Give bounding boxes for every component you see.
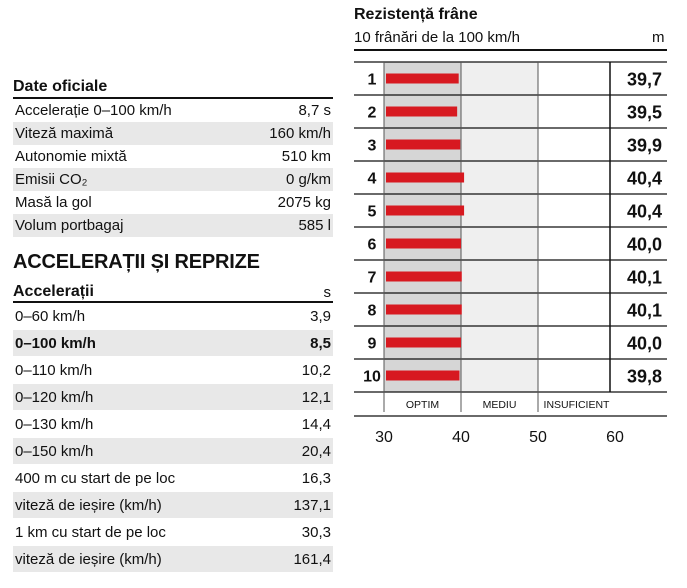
acceleration-row-value: 16,3 xyxy=(301,469,331,487)
official-row-value: 2075 kg xyxy=(277,194,331,211)
acceleration-row xyxy=(13,519,333,546)
acceleration-header xyxy=(13,279,333,303)
value-label-4: 40,4 xyxy=(626,168,662,189)
x-tick-label-60: 60 xyxy=(606,429,624,445)
acceleration-row xyxy=(13,357,333,384)
category-label-5: 5 xyxy=(367,203,377,221)
acceleration-row-label: 400 m cu start de pe loc xyxy=(15,469,176,487)
bar-2 xyxy=(386,107,457,117)
value-label-1: 39,7 xyxy=(626,69,662,90)
acceleration-row-value: 30,3 xyxy=(301,523,331,541)
category-label-1: 1 xyxy=(367,71,377,89)
acceleration-row-value: 161,4 xyxy=(293,550,331,568)
acceleration-row xyxy=(13,384,333,411)
bar-5 xyxy=(386,206,464,216)
official-row-value: 585 l xyxy=(298,217,331,234)
braking-subtitle: 10 frânări de la 100 km/h xyxy=(354,29,520,46)
value-label-6: 40,0 xyxy=(626,234,662,255)
acceleration-row-label: 0–150 km/h xyxy=(15,442,94,460)
bar-6 xyxy=(386,239,461,249)
official-row-label: Accelerație 0–100 km/h xyxy=(15,102,172,119)
acceleration-row-value: 20,4 xyxy=(301,442,331,460)
value-label-2: 39,5 xyxy=(626,102,662,123)
x-tick-label-30: 30 xyxy=(375,429,393,445)
braking-unit: m xyxy=(652,29,665,46)
braking-title: Rezistență frâne xyxy=(354,6,478,23)
acceleration-row xyxy=(13,546,333,573)
acceleration-row xyxy=(13,438,333,465)
official-data-table xyxy=(13,99,333,237)
category-label-6: 6 xyxy=(367,236,377,254)
bar-4 xyxy=(386,173,464,183)
acceleration-row-label: 0–120 km/h xyxy=(15,388,94,406)
official-row-value: 510 km xyxy=(281,148,331,165)
official-row xyxy=(13,214,333,237)
bar-8 xyxy=(386,305,462,315)
category-label-4: 4 xyxy=(367,170,377,188)
category-label-3: 3 xyxy=(367,137,377,155)
acceleration-section-title: ACCELERAȚII ȘI REPRIZE xyxy=(13,251,260,273)
acceleration-row-value: 137,1 xyxy=(293,496,331,514)
value-label-8: 40,1 xyxy=(626,300,662,321)
official-row-label: Masă la gol xyxy=(15,194,92,211)
official-row xyxy=(13,191,333,214)
official-row xyxy=(13,99,333,122)
braking-chart xyxy=(354,60,667,445)
official-row-label: Autonomie mixtă xyxy=(15,148,127,165)
acceleration-row xyxy=(13,465,333,492)
category-label-2: 2 xyxy=(367,104,377,122)
acceleration-row-value: 10,2 xyxy=(301,361,331,379)
official-row-label: Volum portbagaj xyxy=(15,217,124,234)
bar-9 xyxy=(386,338,461,348)
acceleration-table xyxy=(13,303,333,573)
acceleration-header-unit: s xyxy=(323,284,331,301)
official-row xyxy=(13,122,333,145)
acceleration-row-label: viteză de ieșire (km/h) xyxy=(15,496,162,514)
official-row-label: Viteză maximă xyxy=(15,125,114,142)
bar-10 xyxy=(386,371,459,381)
acceleration-row-label: 0–60 km/h xyxy=(15,307,86,325)
acceleration-row-label: viteză de ieșire (km/h) xyxy=(15,550,162,568)
value-label-7: 40,1 xyxy=(626,267,662,288)
bar-7 xyxy=(386,272,462,282)
acceleration-row-value: 8,5 xyxy=(310,334,331,352)
category-label-9: 9 xyxy=(367,335,377,353)
value-label-5: 40,4 xyxy=(626,201,662,222)
official-row xyxy=(13,145,333,168)
acceleration-header-label: Accelerații xyxy=(13,283,94,300)
value-label-9: 40,0 xyxy=(626,333,662,354)
acceleration-row-value: 3,9 xyxy=(310,307,331,325)
braking-title-rule xyxy=(354,49,667,51)
official-row-label: Emisii CO₂ xyxy=(15,171,88,188)
value-label-3: 39,9 xyxy=(626,135,662,156)
acceleration-row-label: 0–130 km/h xyxy=(15,415,94,433)
value-label-10: 39,8 xyxy=(626,366,662,387)
category-label-8: 8 xyxy=(367,302,377,320)
official-row-value: 160 km/h xyxy=(269,125,331,142)
zone-label-optim: OPTIM xyxy=(405,399,440,411)
bar-3 xyxy=(386,140,460,150)
category-label-10: 10 xyxy=(363,368,381,386)
acceleration-row xyxy=(13,303,333,330)
official-data-title: Date oficiale xyxy=(13,78,333,99)
x-tick-label-50: 50 xyxy=(529,429,547,445)
official-row xyxy=(13,168,333,191)
official-row-value: 0 g/km xyxy=(285,171,331,188)
acceleration-row xyxy=(13,411,333,438)
acceleration-row-label: 0–110 km/h xyxy=(15,361,93,379)
zone-label-insuficient: INSUFICIENT xyxy=(543,399,610,411)
acceleration-row xyxy=(13,492,333,519)
bar-1 xyxy=(386,74,459,84)
left-column xyxy=(13,78,333,573)
acceleration-row-label: 0–100 km/h xyxy=(15,334,96,352)
acceleration-row-value: 12,1 xyxy=(301,388,331,406)
zone-label-mediu: MEDIU xyxy=(482,399,517,411)
x-tick-label-40: 40 xyxy=(452,429,470,445)
acceleration-row-value: 14,4 xyxy=(301,415,331,433)
acceleration-row xyxy=(13,330,333,357)
acceleration-row-label: 1 km cu start de pe loc xyxy=(15,523,166,541)
category-label-7: 7 xyxy=(367,269,377,287)
official-row-value: 8,7 s xyxy=(298,102,331,119)
